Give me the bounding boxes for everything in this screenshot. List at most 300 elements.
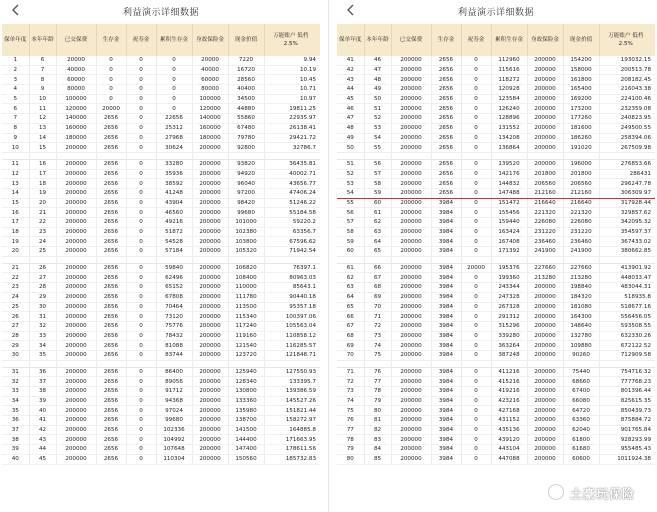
table-cell: 7 [2,114,29,124]
table-cell: 0 [461,94,491,104]
separator-cell [56,360,96,367]
table-cell: 50 [337,143,364,153]
table-cell: 63 [337,283,364,293]
table-cell: 145527.26 [264,396,320,406]
table-cell: 200000 [56,292,96,302]
table-cell: 14 [29,133,56,143]
table-cell: 17 [29,169,56,179]
table-cell: 120000 [56,104,96,114]
table-cell: 556456.05 [599,312,655,322]
table-cell: 67 [337,321,364,331]
table-row [2,367,320,377]
table-cell: 128340 [228,377,264,387]
table-cell: 90260 [563,350,599,360]
table-cell: 0 [461,143,491,153]
table-cell: 2656 [96,188,126,198]
table-cell: 0 [96,85,126,95]
table-cell: 57184 [156,247,192,257]
separator-cell [29,256,56,263]
table-cell: 1 [2,56,29,65]
table-cell: 231220 [527,227,563,237]
table-cell: 0 [126,396,156,406]
table-cell: 247328 [491,292,527,302]
table-row [2,198,320,208]
table-cell: 200000 [527,416,563,426]
table-cell: 171663.95 [264,435,320,445]
header-cell: 万能账户 低档 2.5% [264,24,320,56]
table-cell: 46560 [156,208,192,218]
table-cell: 200000 [56,263,96,273]
header-cell: 生存金 [96,24,126,56]
table-row [2,247,320,257]
table-cell: 60 [364,198,391,208]
table-row [2,123,320,133]
table-row [2,218,320,228]
table-cell: 200000 [391,94,431,104]
table-cell: 0 [96,75,126,85]
table-cell: 3984 [431,312,461,322]
table-cell: 0 [156,56,192,65]
table-cell: 0 [126,454,156,464]
table-cell: 0 [126,75,156,85]
table-cell: 121540 [228,341,264,351]
table-cell: 0 [126,331,156,341]
table-cell: 41 [337,56,364,65]
table-cell: 0 [461,396,491,406]
table-cell: 221320 [563,208,599,218]
table-cell: 193032.15 [599,56,655,65]
table-cell: 243344 [491,283,527,293]
benefit-table [337,24,655,465]
table-cell: 0 [96,65,126,75]
table-cell: 30 [29,302,56,312]
table-cell: 61 [364,208,391,218]
table-cell: 56 [337,208,364,218]
table-cell: 226080 [527,218,563,228]
table-cell: 4 [2,85,29,95]
table-cell: 200000 [56,188,96,198]
table-cell: 200000 [192,143,228,153]
table-cell: 0 [461,85,491,95]
table-row [337,247,655,257]
table-cell: 342095.32 [599,218,655,228]
table-cell: 64 [337,292,364,302]
table-cell: 200000 [391,188,431,198]
group-separator [2,152,320,159]
table-cell: 68 [364,283,391,293]
table-cell: 35 [29,350,56,360]
table-cell: 241900 [563,247,599,257]
table-cell: 200000 [192,188,228,198]
table-cell: 200000 [391,159,431,169]
table-cell: 35936 [156,169,192,179]
table-cell: 3984 [431,445,461,455]
table-cell: 200000 [391,454,431,464]
separator-cell [391,152,431,159]
table-cell: 200000 [527,85,563,95]
table-cell: 117240 [228,321,264,331]
table-cell: 173200 [563,104,599,114]
table-cell: 12 [2,169,29,179]
table-cell: 56 [364,159,391,169]
group-separator [337,256,655,263]
table-cell: 133395.7 [264,377,320,387]
table-cell: 14 [2,188,29,198]
table-cell: 42 [337,65,364,75]
table-row [337,114,655,124]
table-cell: 411216 [491,367,527,377]
highlighted-row [337,188,655,198]
table-cell: 0 [126,273,156,283]
table-cell: 70 [364,302,391,312]
table-cell: 33 [2,387,29,397]
table-cell: 200000 [192,321,228,331]
table-cell: 200000 [391,312,431,322]
table-cell: 0 [126,65,156,75]
table-cell: 200000 [527,377,563,387]
table-cell: 212160 [527,188,563,198]
table-cell: 240823.95 [599,114,655,124]
table-cell: 5 [2,94,29,104]
table-cell: 71 [337,367,364,377]
table-cell: 0 [461,227,491,237]
table-row [2,445,320,455]
table-cell: 115616 [491,65,527,75]
table-cell: 427168 [491,406,527,416]
separator-cell [337,360,364,367]
table-row [337,123,655,133]
table-cell: 200000 [391,208,431,218]
table-cell: 0 [156,85,192,95]
table-row [2,435,320,445]
table-cell: 2656 [431,143,461,153]
table-cell: 200000 [391,445,431,455]
table-cell: 61680 [563,445,599,455]
table-cell: 18 [29,179,56,189]
table-cell: 2656 [96,114,126,124]
separator-cell [527,256,563,263]
group-separator [2,256,320,263]
table-cell: 0 [126,123,156,133]
table-cell: 200000 [192,292,228,302]
table-cell: 2656 [431,75,461,85]
table-cell: 875884.72 [599,416,655,426]
table-cell: 79780 [228,133,264,143]
separator-cell [599,360,655,367]
table-cell: 36 [29,367,56,377]
table-cell: 448033.47 [599,273,655,283]
table-cell: 23 [29,227,56,237]
table-cell: 62 [337,273,364,283]
table-cell: 19 [29,188,56,198]
table-cell: 108400 [228,273,264,283]
table-cell: 144400 [228,435,264,445]
table-cell: 2656 [96,387,126,397]
table-cell: 0 [461,133,491,143]
table-cell: 2656 [96,302,126,312]
separator-cell [527,152,563,159]
table-cell: 80000 [56,85,96,95]
separator-cell [56,152,96,159]
table-cell: 196000 [563,159,599,169]
table-cell: 45 [337,94,364,104]
table-cell: 19 [2,237,29,247]
table-cell: 60600 [563,454,599,464]
table-cell: 231220 [563,227,599,237]
table-cell: 2656 [96,169,126,179]
table-row [337,331,655,341]
table-cell: 200000 [527,104,563,114]
table-cell: 15 [2,198,29,208]
table-cell: 80 [364,406,391,416]
table-cell: 64720 [563,406,599,416]
table-cell: 65 [337,302,364,312]
table-cell: 200000 [56,387,96,397]
table-cell: 200000 [527,292,563,302]
table-cell: 67 [364,273,391,283]
table-cell: 0 [126,247,156,257]
table-cell: 180000 [192,133,228,143]
table-cell: 3984 [431,406,461,416]
table-row [337,94,655,104]
table-cell: 3984 [431,218,461,228]
table-cell: 116285.57 [264,341,320,351]
table-cell: 276853.66 [599,159,655,169]
table-cell: 60000 [56,75,96,85]
table-cell: 96040 [228,179,264,189]
table-cell: 200000 [192,445,228,455]
table-cell: 0 [461,208,491,218]
table-cell: 0 [96,94,126,104]
table-cell: 36435.81 [264,159,320,169]
separator-cell [264,152,320,159]
table-cell: 200000 [391,435,431,445]
table-cell: 0 [461,65,491,75]
table-cell: 0 [126,114,156,124]
table-cell: 37 [29,377,56,387]
table-cell: 200000 [527,56,563,65]
table-cell: 21 [2,263,29,273]
table-row [2,341,320,351]
table-cell: 105320 [228,247,264,257]
table-cell: 57 [364,169,391,179]
table-row [337,227,655,237]
table-row [2,133,320,143]
table-cell: 195376 [491,263,527,273]
table-cell: 40002.71 [264,169,320,179]
table-cell: 236460 [563,237,599,247]
table-cell: 89056 [156,377,192,387]
table-cell: 48 [364,75,391,85]
header-cell: 生存金 [431,24,461,56]
table-cell: 221320 [527,208,563,218]
table-cell: 2656 [96,143,126,153]
table-header [2,24,320,56]
table-cell: 3984 [431,377,461,387]
table-cell: 249500.55 [599,123,655,133]
table-row [337,179,655,189]
table-cell: 76397.1 [264,263,320,273]
table-row [2,377,320,387]
table-cell: 26 [2,312,29,322]
separator-cell [391,360,431,367]
table-cell: 55184.58 [264,208,320,218]
table-cell: 200000 [192,169,228,179]
table-row [2,406,320,416]
table-cell: 20 [2,247,29,257]
table-cell: 712909.58 [599,350,655,360]
table-row [2,283,320,293]
table-cell: 27 [2,321,29,331]
table-cell: 120928 [491,85,527,95]
table-cell: 200000 [192,377,228,387]
table-cell: 138700 [228,416,264,426]
header-cell: 已交保费 [56,24,96,56]
table-cell: 22935.97 [264,114,320,124]
table-cell: 102380 [228,227,264,237]
table-cell: 296247.78 [599,179,655,189]
table-cell: 48 [337,123,364,133]
table-cell: 164300 [563,312,599,322]
table-row [337,263,655,273]
separator-cell [527,360,563,367]
table-cell: 160000 [192,123,228,133]
table-row [2,237,320,247]
table-cell: 62040 [563,425,599,435]
separator-cell [364,256,391,263]
table-row [2,114,320,124]
table-cell: 43656.77 [264,179,320,189]
table-cell: 3984 [431,247,461,257]
table-cell: 227660 [563,263,599,273]
table-cell: 2656 [96,179,126,189]
separator-cell [156,360,192,367]
table-cell: 200000 [192,416,228,426]
watermark-text: 土豪玩保险 [570,487,636,501]
table-cell: 2656 [96,273,126,283]
table-cell: 78 [364,387,391,397]
table-cell: 200000 [391,198,431,208]
table-cell: 10.19 [264,65,320,75]
table-cell: 483044.31 [599,283,655,293]
table-cell: 2656 [96,396,126,406]
table-cell: 2656 [431,179,461,189]
table-cell: 67808 [156,292,192,302]
table-cell: 2656 [96,435,126,445]
table-cell: 78432 [156,331,192,341]
table-cell: 3984 [431,263,461,273]
table-cell: 20000 [461,263,491,273]
table-cell: 40000 [56,65,96,75]
table-cell: 43 [337,75,364,85]
table-cell: 200000 [192,312,228,322]
table-cell: 0 [461,416,491,426]
table-cell: 167408 [491,237,527,247]
table-row [337,321,655,331]
table-cell: 0 [126,237,156,247]
table-cell: 62496 [156,273,192,283]
table-cell: 3984 [431,367,461,377]
table-cell: 2656 [431,114,461,124]
table-cell: 2656 [96,133,126,143]
table-cell: 329857.62 [599,208,655,218]
table-cell: 200000 [56,179,96,189]
table-cell: 200000 [192,302,228,312]
table-cell: 185732.83 [264,454,320,464]
table-cell: 16720 [228,65,264,75]
table-cell: 57 [337,218,364,228]
table-cell: 2656 [431,104,461,114]
table-cell: 200000 [56,312,96,322]
table-cell: 178611.56 [264,445,320,455]
table-cell: 106820 [228,263,264,273]
table-cell: 216640 [527,198,563,208]
table-cell: 10.45 [264,75,320,85]
table-cell: 777768.23 [599,377,655,387]
table-cell: 181600 [563,123,599,133]
table-row [337,218,655,228]
table-cell: 159440 [491,218,527,228]
table-cell: 2656 [96,425,126,435]
table-cell: 81 [364,416,391,426]
table-row [337,75,655,85]
table-cell: 200000 [192,283,228,293]
table-cell: 52 [337,169,364,179]
table-cell: 2656 [431,169,461,179]
table-cell: 81088 [156,341,192,351]
table-row [337,208,655,218]
table-cell: 200000 [56,416,96,426]
table-cell: 142176 [491,169,527,179]
table-cell: 84 [364,445,391,455]
table-cell: 201800 [527,169,563,179]
table-cell: 72 [364,321,391,331]
table-cell: 0 [461,312,491,322]
table-cell: 69 [364,292,391,302]
table-cell: 2656 [96,406,126,416]
separator-cell [431,360,461,367]
table-cell: 40000 [192,65,228,75]
separator-cell [2,256,29,263]
table-cell: 67480 [228,123,264,133]
table-cell: 139386.59 [264,387,320,397]
table-row [337,237,655,247]
table-cell: 127550.93 [264,367,320,377]
table-cell: 0 [461,302,491,312]
table-cell: 102336 [156,425,192,435]
table-cell: 177260 [563,114,599,124]
table-cell: 7 [29,65,56,75]
table-cell: 200000 [192,454,228,464]
table-cell: 66 [337,312,364,322]
table-row [337,396,655,406]
table-cell: 286431 [599,169,655,179]
table-cell: 227660 [527,263,563,273]
table-cell: 928293.99 [599,435,655,445]
table-cell: 200000 [391,85,431,95]
table-cell: 59840 [156,263,192,273]
table-cell: 77 [337,425,364,435]
table-cell: 200000 [391,425,431,435]
table-cell: 200000 [56,396,96,406]
table-cell: 100397.06 [264,312,320,322]
table-cell: 0 [126,133,156,143]
table-cell: 148640 [563,321,599,331]
table-cell: 801396.44 [599,387,655,397]
table-cell: 164885.8 [264,425,320,435]
table-cell: 2656 [96,237,126,247]
table-cell: 12 [29,114,56,124]
